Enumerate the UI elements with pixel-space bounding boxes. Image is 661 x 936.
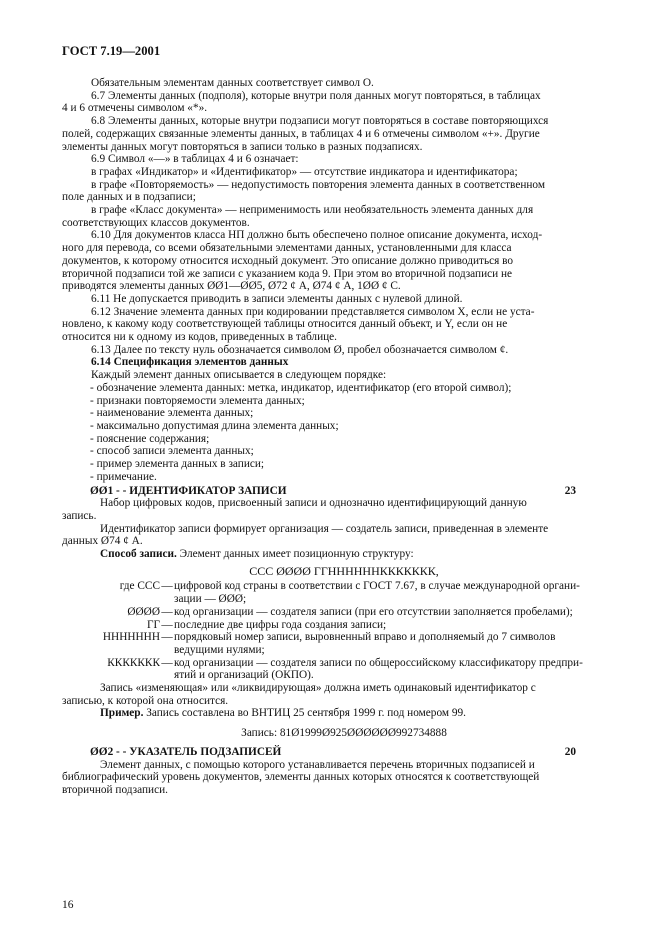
paragraph-6-9-line3: в графе «Повторяемость» — недопустимость повторения элемента данных в соответственном [91,178,546,191]
section-001-example [90,707,598,720]
definition-row [62,631,598,656]
list-item: - способ записи элемента данных; [90,445,254,458]
paragraph-6-7-line2: 4 и 6 отмечены символом «*». [62,102,208,115]
paragraph-6-9-line2: в графах «Индикатор» и «Идентификатор» — отсутствие индикатора и идентификатора; [91,165,518,178]
definition-term: ØØØØ [127,605,160,618]
spec-list [90,382,598,484]
page-header: ГОСТ 7.19—2001 [62,44,161,58]
method-label: Способ записи. [100,548,177,561]
definition-dash: — [161,631,173,644]
paragraph-6-10-line5: приводятся элементы данных ØØ1—ØØ5, Ø72 ȼ А, Ø74 ȼ А, 1ØØ ȼ С. [62,280,401,293]
method-text: Элемент данных имеет позиционную структуру: [176,548,414,561]
definition-text: цифровой код страны в соответствии с ГОСТ 7.67, в случае международной органи- зации — ØØØ; [174,580,580,606]
definition-row [62,619,598,632]
definition-dash: — [161,618,173,631]
example-record: Запись: 81Ø1999Ø925ØØØØØØ992734888 [241,727,447,740]
section-001-heading [90,485,598,498]
definition-text: код организации — создателя записи (при его отсутствии заполняется пробелами); [174,605,573,618]
definition-term: ККККККК [107,656,160,669]
page-content [62,77,598,797]
paragraph-6-8-line3: элементы данных могут повторяться в записи только в разных подзаписях. [62,140,423,153]
paragraph-6-9-line5: в графе «Класс документа» — неприменимость или необязательность элемента данных для [91,204,534,217]
definition-term: ННННННН [102,631,160,644]
example-text: Запись составлена во ВНТИЦ 25 сентября 1999 г. под номером 99. [143,707,466,720]
list-item: - признаки повторяемости элемента данных; [90,394,305,407]
definition-row [62,657,598,682]
list-item: - обозначение элемента данных: метка, индикатор, идентификатор (его второй символ); [90,381,512,394]
section-001-p1-line1: Набор цифровых кодов, присвоенный записи и однозначно идентифицирующий данную [100,497,527,510]
paragraph-6-10-line2: ного для перевода, со всеми обязательными элементами данных, установленными для класса [62,242,512,255]
example-label: Пример. [100,707,144,720]
paragraph-intro: Обязательным элементам данных соответствует символ О. [91,77,374,89]
definition-row [62,606,598,619]
list-item: - пояснение содержания; [90,432,210,445]
section-002-p1-line2: библиографический уровень документов, элементы данных которых относятся к соответствующей [62,771,540,784]
section-001-title: ØØ1 - - ИДЕНТИФИКАТОР ЗАПИСИ [90,484,287,497]
section-002-heading [90,746,598,759]
definition-dash: — [161,605,173,618]
definition-text: порядковый номер записи, выровненный вправо и дополняемый до 7 символов ведущими нулями; [174,631,556,656]
section-002-p1-line1: Элемент данных, с помощью которого устанавливается перечень вторичных подзаписей и [100,758,535,771]
section-001-p2-line1: Идентификатор записи формирует организация — создатель записи, приведенная в элементе [100,522,549,535]
section-002-title: ØØ2 - - УКАЗАТЕЛЬ ПОДЗАПИСЕЙ [90,745,282,758]
list-item: - максимально допустимая длина элемента данных; [90,419,339,432]
definition-text: код организации — создателя записи по общероссийскому классификатору предпри- ятий и организаций (ОКПО). [174,656,583,682]
definition-term: где ССС [119,580,160,593]
paragraph-6-11: 6.11 Не допускается приводить в записи элементы данных с нулевой длиной. [91,292,463,305]
paragraph-6-10-line1: 6.10 Для документов класса НП должно быть обеспечено полное описание документа, исход- [91,229,543,242]
paragraph-6-8-line2: полей, содержащих связанные элементы данных, в таблицах 4 и 6 отмечены символом «+». Другие [62,127,540,140]
page-number: 16 [62,899,74,911]
paragraph-6-12-line3: относится ни к одному из кодов, приведенных в таблице. [62,331,337,344]
paragraph-6-8-line1: 6.8 Элементы данных, которые внутри подзаписи могут повторяться в составе повторяющихся [91,115,549,128]
record-structure: ССС ØØØØ ГГННННННККККККК, [249,563,439,578]
paragraph-6-9-line1: 6.9 Символ «—» в таблицах 4 и 6 означает: [91,153,299,166]
list-item: - наименование элемента данных; [90,407,254,420]
paragraph-6-7-line1: 6.7 Элементы данных (подполя), которые внутри поля данных могут повторяться, в таблицах [91,89,541,102]
section-001-p2-line2: данных Ø74 ȼ А. [62,535,143,548]
paragraph-6-12-line1: 6.12 Значение элемента данных при кодировании представляется символом Х, если не уста- [91,305,535,318]
definition-text: последние две цифры года создания записи; [174,618,387,631]
paragraph-6-9-line6: соответствующих классов документов. [62,216,250,229]
definition-dash: — [161,656,173,669]
section-001-number: 23 [564,484,576,497]
section-002-number: 20 [564,745,576,758]
paragraph-6-13: 6.13 Далее по тексту нуль обозначается символом Ø, пробел обозначается символом ȼ. [91,343,509,356]
list-item: - примечание. [90,470,157,483]
section-001-p1-line2: запись. [62,509,97,522]
section-001-method [90,548,598,561]
paragraph-6-10-line4: вторичной подзаписи той же записи с указанием кода 9. При этом во вторичной подзаписи не [62,267,513,280]
list-item: - пример элемента данных в записи; [90,458,265,471]
section-001-p3-line2: записью, к которой она относится. [62,694,229,707]
definitions-list [62,580,598,682]
section-001-p3-line1: Запись «изменяющая» или «ликвидирующая» должна иметь одинаковый идентификатор с [100,682,536,695]
paragraph-6-12-line2: новлено, к какому коду соответствующей таблицы относится данный объект, и Y, если он не [62,318,508,331]
paragraph-6-14-title: 6.14 Спецификация элементов данных [91,356,289,369]
paragraph-6-9-line4: поле данных и в подзаписи; [62,191,196,204]
definition-dash: — [161,580,173,593]
paragraph-6-14-intro: Каждый элемент данных описывается в следующем порядке: [91,369,387,382]
paragraph-6-10-line3: документов, к которому относится исходный документ. Это описание должно приводиться во [62,254,514,267]
section-002-p1-line3: вторичной подзаписи. [62,783,168,796]
definition-row [62,580,598,605]
definition-term: ГГ [146,618,160,631]
